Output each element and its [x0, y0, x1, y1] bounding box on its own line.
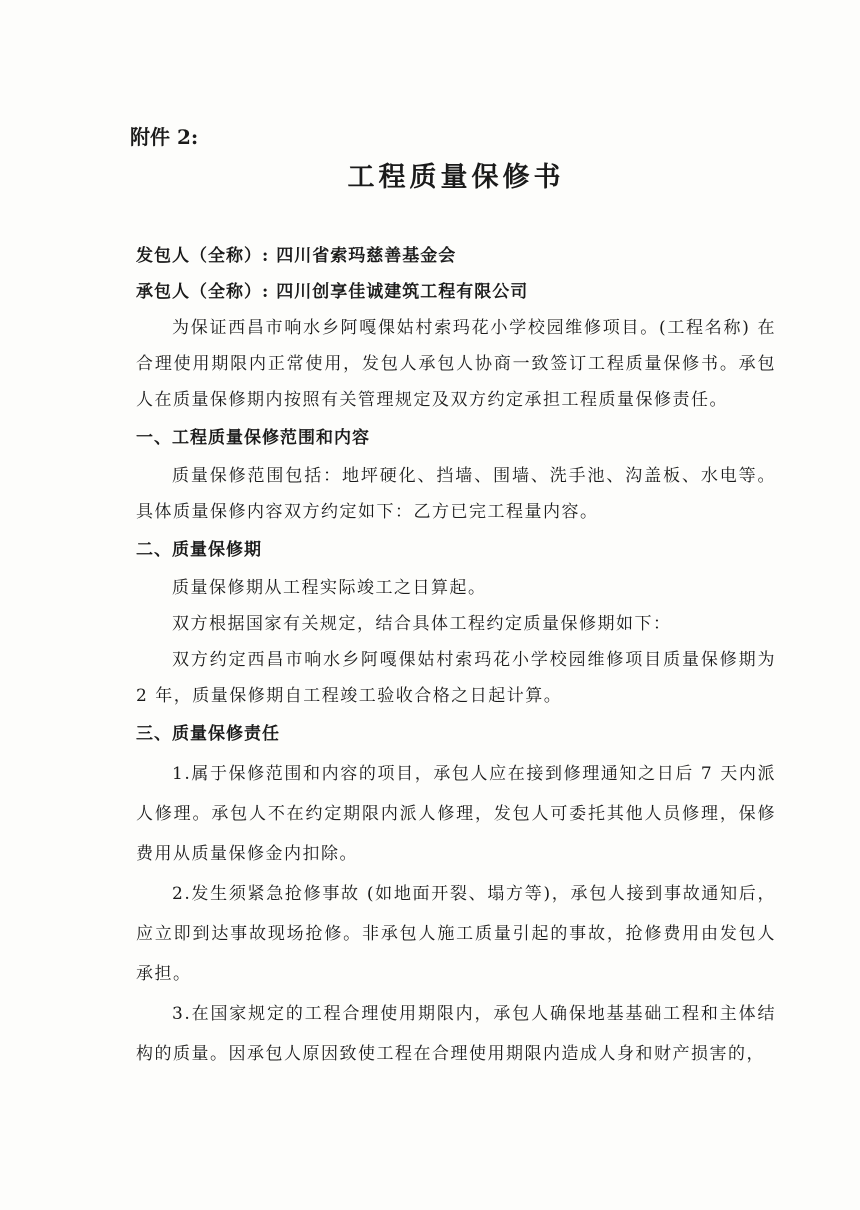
section-2-paragraph-1: 质量保修期从工程实际竣工之日算起。	[172, 578, 487, 598]
section-1-text: 质量保修范围包括：地坪硬化、挡墙、围墙、洗手池、沟盖板、水电等。具体质量保修内容双方约定如下：乙方已完工程量内容。	[136, 466, 776, 522]
annex-label: 附件 2:	[130, 125, 199, 149]
intro-paragraph: 为保证西昌市响水乡阿嘎倮姑村索玛花小学校园维修项目。(工程名称) 在合理使用期限内正常使用，发包人承包人协商一致签订工程质量保修书。承包人在质量保修期内按照有关管理规定及双方约定承担工程质量保修责任。	[136, 318, 776, 410]
document-title: 工程质量保修书	[347, 162, 565, 193]
section-2-heading: 二、质量保修期	[136, 540, 262, 560]
contractor-line: 承包人（全称）: 四川创享佳诚建筑工程有限公司	[136, 282, 529, 302]
section-3-heading: 三、质量保修责任	[136, 724, 280, 744]
section-3-item-1: 1.属于保修范围和内容的项目，承包人应在接到修理通知之日后 7 天内派人修理。承包人不在约定期限内派人修理，发包人可委托其他人员修理，保修费用从质量保修金内扣除。	[136, 764, 776, 864]
section-2-paragraph-3: 双方约定西昌市响水乡阿嘎倮姑村索玛花小学校园维修项目质量保修期为 2 年，质量保修期自工程竣工验收合格之日起计算。	[136, 650, 776, 706]
section-2-paragraph-2: 双方根据国家有关规定，结合具体工程约定质量保修期如下：	[172, 614, 672, 634]
document-body	[130, 120, 776, 1074]
section-3-item-2: 2.发生须紧急抢修事故 (如地面开裂、塌方等)，承包人接到事故通知后，应立即到达事故现场抢修。非承包人施工质量引起的事故，抢修费用由发包人承担。	[136, 884, 776, 984]
section-1-heading: 一、工程质量保修范围和内容	[136, 428, 370, 448]
employer-line: 发包人（全称）: 四川省索玛慈善基金会	[136, 246, 457, 266]
section-3-item-3: 3.在国家规定的工程合理使用期限内，承包人确保地基基础工程和主体结构的质量。因承包人原因致使工程在合理使用期限内造成人身和财产损害的，	[136, 1004, 776, 1064]
